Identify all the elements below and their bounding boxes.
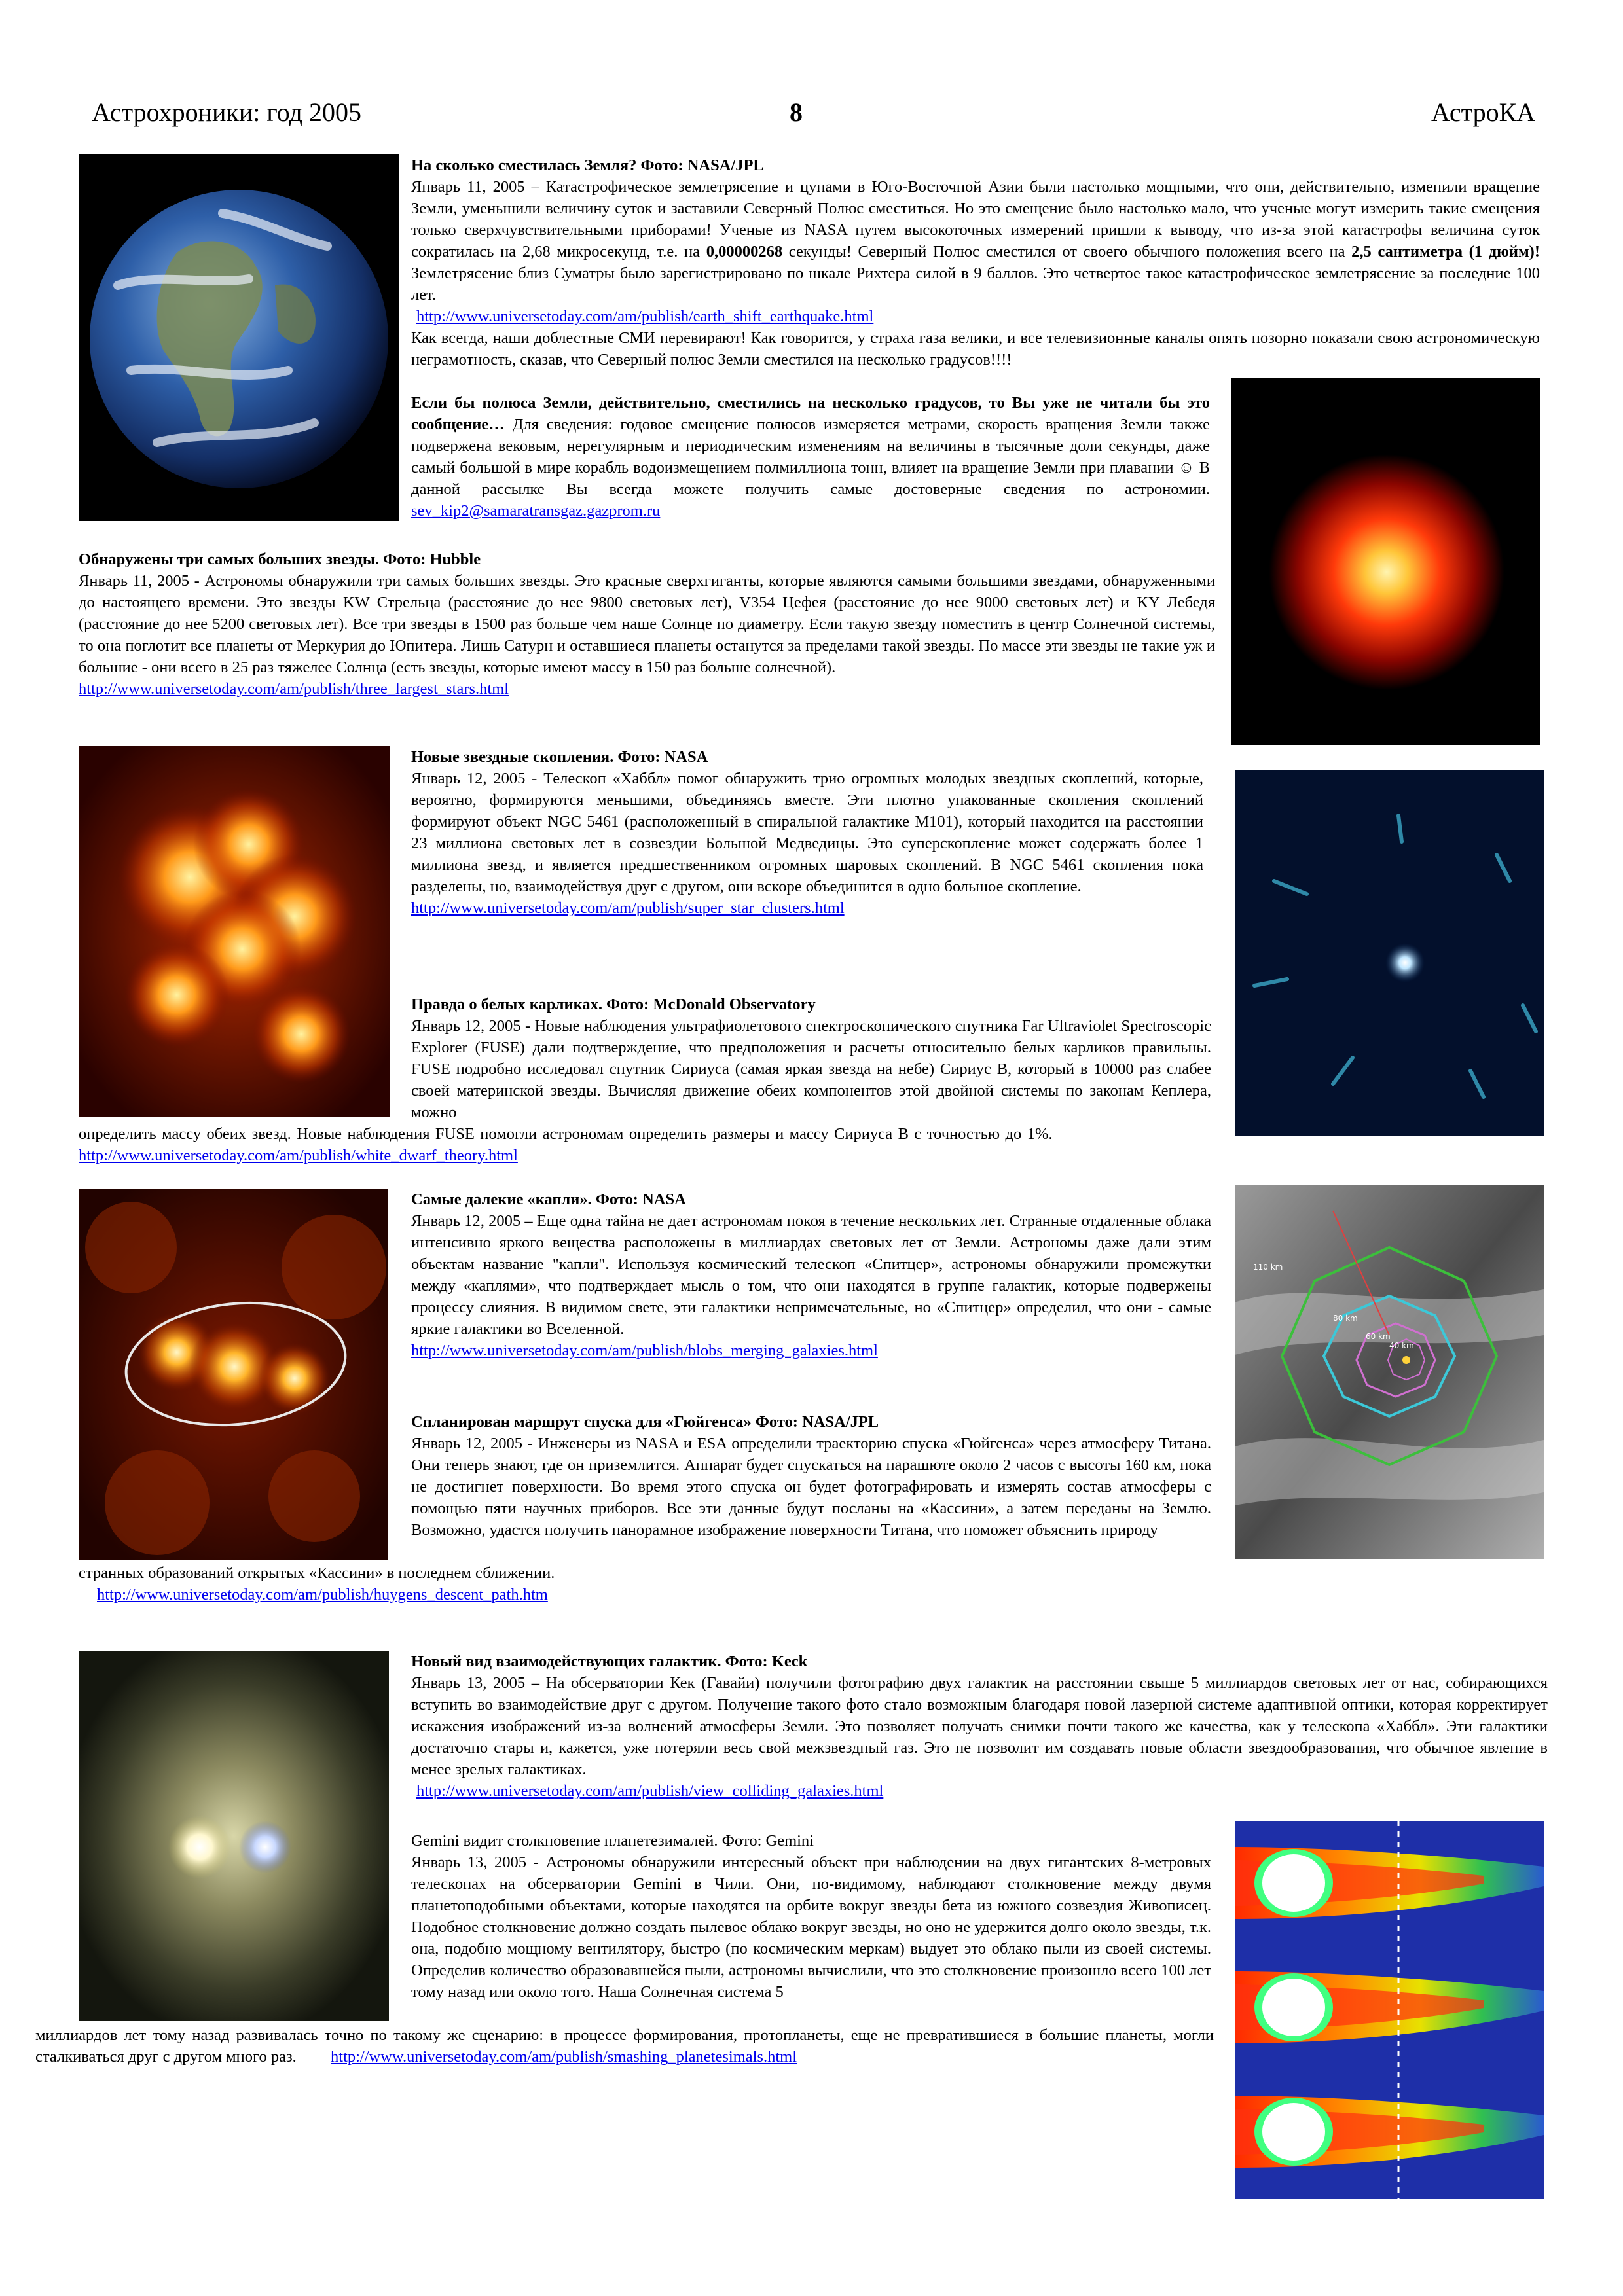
earth-graphic	[79, 154, 399, 521]
article-blobs-body: Январь 12, 2005 – Еще одна тайна не дает астрономам покоя в течение нескольких лет. Странные отдаленные облака интенсивно яркого вещества расположены в миллиардах световых лет от Земли. Астрономы даже дали этим объектам название "капли". Используя космический телескоп «Спитцер», астрономы обнаружили промежутки между «каплями», что подтверждает мысль о том, что они находятся в группе галактик, которые подвержены процессу слияния. В видимом свете, эти галактики непримечательные, но «Спитцер» определил, что они - самые яркие галактики во Вселенной.	[411, 1212, 1211, 1338]
earth-photo	[79, 154, 399, 521]
sirius-photo	[1235, 770, 1544, 1136]
article-dwarfs-cont	[79, 1123, 1215, 1166]
article-huygens-title: Спланирован маршрут спуска для «Гюйгенса» Фото: NASA/JPL	[411, 1413, 879, 1431]
article-galaxies-link[interactable]: http://www.universetoday.com/am/publish/view_colliding_galaxies.html	[416, 1782, 884, 1800]
huygens-label-80: 80 km	[1333, 1314, 1358, 1323]
huygens-map	[1235, 1185, 1544, 1559]
article-stars-title: Обнаружены три самых больших звезды. Фото: Hubble	[79, 550, 481, 568]
article-dwarfs-link[interactable]: http://www.universetoday.com/am/publish/white_dwarf_theory.html	[79, 1147, 518, 1164]
article-blobs	[411, 1189, 1211, 1361]
article-huygens-body-a: Январь 12, 2005 - Инженеры из NASA и ESA определили траекторию спуска «Гюйгенса» через атмосферу Титана. Они теперь знают, где он приземлится. Аппарат будет спускаться на парашюте около 2 часов с высоты 160 км, пока не достигнет поверхности. Во время этого спуска он будет фотографировать и измерять состав атмосферы с помощью пяти научных приборов. Все эти данные будут посланы на «Кассини», а затем переданы на Землю. Возможно, удастся получить панорамное изображение поверхности Титана, что поможет объяснить природу	[411, 1435, 1211, 1539]
article-gemini-body-a: Январь 13, 2005 - Астрономы обнаружили интересный объект при наблюдении на двух гигантских 8-метровых телескопах на обсерватории Gemini в Чили. Они, по-видимому, наблюдают столкновение между двумя планетоподобными объектами, которые находятся на орбите вокруг звезды бета из южного созвездия Живописец. Подобное столкновение должно создать пылевое облако вокруг звезды, но оно не удержится долго около звезды, т.к. она, подобно мощному вентилятору, быстро (по космическим меркам) выдует это облако пыли из своей системы. Определив количество образовавшейся пыли, астрономы вычислили, что это столкновение произошло всего 100 лет тому назад или около того. Наша Солнечная система 5	[411, 1854, 1211, 2001]
article-earth-body-b: секунды! Северный Полюс сместился от своего обычного положения всего на	[788, 243, 1345, 260]
star-clusters-graphic	[79, 746, 390, 1117]
huygens-label-40: 40 km	[1389, 1341, 1414, 1350]
keck-galaxies-photo	[79, 1651, 389, 2021]
article-huygens-link[interactable]: http://www.universetoday.com/am/publish/huygens_descent_path.htm	[97, 1586, 548, 1604]
article-galaxies-title: Новый вид взаимодействующих галактик. Фото: Keck	[411, 1653, 808, 1670]
article-stars-body: Январь 11, 2005 - Астрономы обнаружили три самых больших звезды. Это красные сверхгиганты, которые являются самыми большими звездами, обнаруженными до настоящего времени. Это звезды KW Стрельца (расстояние до нее 9800 световых лет), V354 Цефея (расстояние до нее 9000 световых лет) и KY Лебедя (расстояние до нее 5200 световых лет). Все три звезды в 1500 раз больше чем наше Солнце по диаметру. Если такую звезду поместить в центр Солнечной системы, то она поглотит все планеты от Меркурия до Юпитера. Лишь Сатурн и оставшиеся планеты останутся за пределами такой звезды. По массе эти звезды не такие уж и большие - они всего в 25 раз тяжелее Солнца (есть звезды, которые имеют массу в 150 раз больше солнечной).	[79, 572, 1215, 676]
article-gemini-body-b: миллиардов лет тому назад развивалась точно по такому же сценарию: в процессе формирования, протопланеты, еще не превратившиеся в большие планеты, могли сталкиваться друг с другом много раз.	[35, 2026, 1214, 2066]
huygens-label-60: 60 km	[1366, 1332, 1391, 1341]
gemini-disk-photo	[1235, 1821, 1544, 2199]
article-earth-comment	[411, 392, 1210, 522]
article-clusters-body: Январь 12, 2005 - Телескоп «Хаббл» помог обнаружить трио огромных молодых звездных скоплений, которые, вероятно, формируются меньшими, объединяясь вместе. Эти плотно упакованные скопления скоплений формируют объект NGC 5461 (расположенный в спиральной галактике M101), который находится на расстоянии 23 миллиона световых лет в созвездии Большой Медведицы. Это суперскопление может содержать более 1 миллиона звезд, и является предшественником огромных шаровых скоплений. В NGC 5461 скопления пока разделены, но, взаимодействуя друг с другом, они вскоре объединится в одно большое скопление.	[411, 770, 1203, 895]
article-gemini-link[interactable]: http://www.universetoday.com/am/publish/smashing_planetesimals.html	[331, 2048, 797, 2066]
article-galaxies	[411, 1651, 1548, 1802]
article-earth-title: На сколько сместилась Земля? Фото: NASA/JPL	[411, 156, 764, 174]
blobs-photo	[79, 1189, 388, 1560]
article-clusters-link[interactable]: http://www.universetoday.com/am/publish/super_star_clusters.html	[411, 899, 845, 917]
article-gemini	[411, 1830, 1211, 2003]
article-earth-comment-bold: Если бы полюса Земли, действительно, сместились на несколько градусов, то Вы уже не читали бы это сообщение…	[411, 394, 1210, 433]
article-blobs-link[interactable]: http://www.universetoday.com/am/publish/blobs_merging_galaxies.html	[411, 1342, 878, 1359]
header-right: АстроКА	[1431, 98, 1536, 127]
article-earth-comment-c: В данной рассылке Вы всегда можете получить самые достоверные сведения по астрономии.	[411, 459, 1210, 498]
article-dwarfs-body-a: Январь 12, 2005 - Новые наблюдения ультрафиолетового спектроскопического спутника Far Ultraviolet Spectroscopic Explorer (FUSE) дали подтверждение, что предположения и расчеты относительно белых карликов правильны. FUSE подробно исследовал спутник Сириуса (самая яркая звезда на небе) Сириус B, который в 10000 раз слабее своей материнской звезды. Вычисляя движение обеих компонентов этой двойной системы по законам Кеплера, можно	[411, 1017, 1211, 1121]
article-earth-comment-a: Как всегда, наши доблестные СМИ перевирают! Как говорится, у страха газа велики, и все телевизионные каналы опять позорно показали свою астрономическую неграмотность, сказав, что Северный полюс Земли сместился на несколько градусов!!!!	[411, 329, 1540, 368]
article-earth-link[interactable]: http://www.universetoday.com/am/publish/earth_shift_earthquake.html	[416, 308, 874, 325]
article-earth-body	[411, 176, 1540, 306]
keck-galaxies-graphic	[79, 1651, 389, 2021]
article-stars-link[interactable]: http://www.universetoday.com/am/publish/three_largest_stars.html	[79, 680, 509, 698]
article-gemini-title: Gemini видит столкновение планетезималей. Фото: Gemini	[411, 1832, 814, 1850]
article-huygens-body-b: странных образований открытых «Кассини» в последнем сближении.	[79, 1564, 555, 1582]
article-earth-body-a: Январь 11, 2005 – Катастрофическое землетрясение и цунами в Юго-Восточной Азии были настолько мощными, что они, действительно, изменили вращение Земли, уменьшили величину суток и заставили Северный Полюс сместиться. Но это смещение было настолько мало, что ученые могут измерить такие смещения только сверхчувствительными приборами! Ученые из NASA путем высокоточных измерений пришли к выводу, что из-за этой катастрофы величина суток сократилась на 2,68 микросекунд, т.е. на	[411, 178, 1540, 260]
article-clusters	[411, 746, 1203, 919]
article-clusters-title: Новые звездные скопления. Фото: NASA	[411, 748, 708, 766]
red-supergiant-graphic	[1231, 378, 1540, 745]
article-earth-value-seconds: 0,00000268	[706, 243, 783, 260]
article-earth-body-c: Землетрясение близ Суматры было зарегистрировано по шкале Рихтера силой в 9 баллов. Это четвертое такое катастрофическое землетрясение за последние 100 лет.	[411, 264, 1540, 304]
article-dwarfs	[411, 994, 1211, 1123]
article-earth-email[interactable]: sev_kip2@samaratransgaz.gazprom.ru	[411, 502, 661, 520]
article-galaxies-body: Январь 13, 2005 – На обсерватории Кек (Гавайи) получили фотографию двух галактик на расстоянии свыше 5 миллиардов световых лет от нас, собирающихся вступить во взаимодействие друг с другом. Получение такого фото стало возможным благодаря новой лазерной системе адаптивной оптики, которая корректирует искажения изображений из-за волнений атмосферы Земли. Это позволяет получать снимки почти такого же качества, как у телескопа «Хаббл». Эти галактики достаточно стары и, кажется, уже потеряли весь свой межзвездный газ. Это не позволит им создавать новые области звездообразования, что обычное явление в менее зрелых галактиках.	[411, 1674, 1548, 1778]
huygens-label-110: 110 km	[1253, 1263, 1283, 1272]
blobs-graphic	[79, 1189, 388, 1560]
article-huygens	[411, 1411, 1211, 1541]
article-earth	[411, 154, 1540, 370]
article-stars	[79, 548, 1215, 700]
gemini-disk-graphic	[1235, 1821, 1544, 2199]
article-earth-value-shift: 2,5 сантиметра (1 дюйм)!	[1351, 243, 1540, 260]
article-dwarfs-title: Правда о белых карликах. Фото: McDonald Observatory	[411, 996, 816, 1013]
article-gemini-cont	[35, 2024, 1214, 2068]
red-supergiant-photo	[1231, 378, 1540, 745]
article-huygens-cont	[79, 1562, 1215, 1605]
article-dwarfs-body-b: определить массу обеих звезд. Новые наблюдения FUSE помогли астрономам определить размеры и массу Сириуса B с точностью до 1%.	[79, 1125, 1053, 1143]
page-number: 8	[790, 98, 803, 127]
article-blobs-title: Самые далекие «капли». Фото: NASA	[411, 1191, 686, 1208]
huygens-map-graphic	[1235, 1185, 1544, 1559]
sirius-graphic	[1235, 770, 1544, 1136]
star-clusters-photo	[79, 746, 390, 1117]
header-left: Астрохроники: год 2005	[92, 98, 361, 127]
article-earth-comment-b: Для сведения: годовое смещение полюсов измеряется метрами, скорость вращения Земли также подвержена вековым, нерегулярным и периодическим изменениям на величины в тысячные доли секунды, даже самый большой в мире корабль водоизмещением полмиллиона тонн, влияет на вращение Земли при плавании ☺	[411, 416, 1210, 476]
